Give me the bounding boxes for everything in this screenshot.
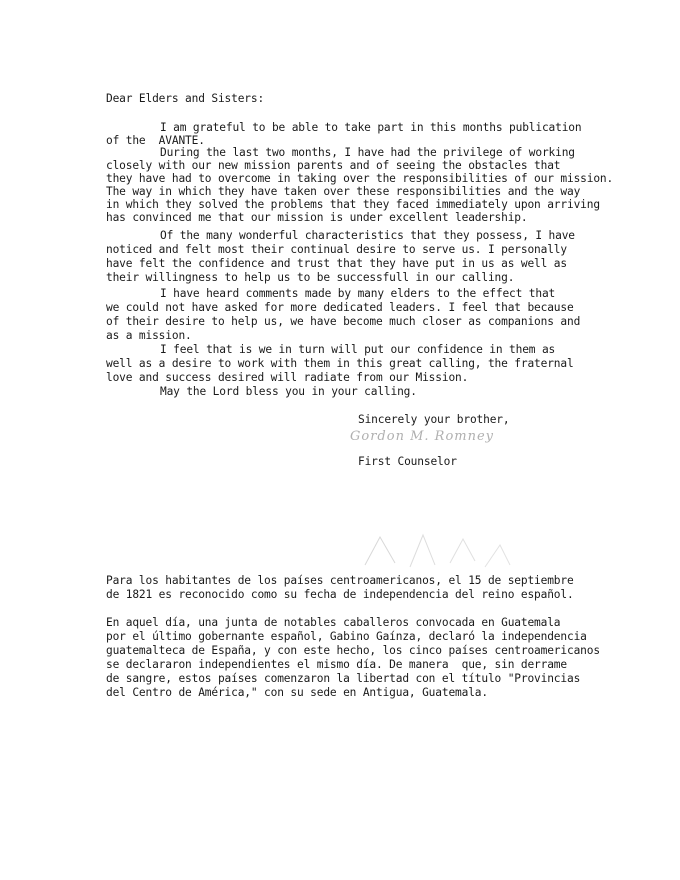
letter-line: of the AVANTE. — [106, 134, 205, 147]
letter-line: closely with our new mission parents and of seeing the obstacles that — [106, 159, 561, 172]
letter-line: During the last two months, I have had the privilege of working — [160, 146, 575, 159]
spanish-line: de 1821 es reconocido como su fecha de independencia del reino español. — [106, 588, 574, 601]
signature-script: Gordon M. Romney — [350, 429, 495, 444]
letter-line: The way in which they have taken over these responsibilities and the way — [106, 185, 581, 198]
letter-line: in which they solved the problems that they faced immediately upon arriving — [106, 198, 600, 211]
blessing-line: May the Lord bless you in your calling. — [160, 385, 417, 398]
spanish-line: se declararon independientes el mismo día. De manera que, sin derrame — [106, 658, 567, 671]
letter-line: have felt the confidence and trust that they have put in us as well as — [106, 257, 567, 270]
letter-line: love and success desired will radiate from our Mission. — [106, 371, 469, 384]
letter-line: of their desire to help us, we have become much closer as companions and — [106, 315, 581, 328]
spanish-line: por el último gobernante español, Gabino Gaínza, declaró la independencia — [106, 630, 587, 643]
spanish-line: Para los habitantes de los países centroamericanos, el 15 de septiembre — [106, 574, 574, 587]
spanish-line: En aquel día, una junta de notables caballeros convocada en Guatemala — [106, 616, 561, 629]
handwritten-signature — [350, 427, 500, 453]
spanish-line: de sangre, estos países comenzaron la libertad con el título "Provincias — [106, 672, 581, 685]
letter-line: well as a desire to work with them in this great calling, the fraternal — [106, 357, 574, 370]
letter-line: as a mission. — [106, 329, 192, 342]
signer-title: First Counselor — [358, 455, 457, 468]
letter-line: has convinced me that our mission is under excellent leadership. — [106, 211, 528, 224]
letter-line: I feel that is we in turn will put our confidence in them as — [160, 343, 556, 356]
letter-line: they have had to overcome in taking over the responsibilities of our mission. — [106, 172, 614, 185]
letter-line: I am grateful to be able to take part in this months publication — [160, 121, 582, 134]
letter-line: Of the many wonderful characteristics that they possess, I have — [160, 229, 575, 242]
salutation: Dear Elders and Sisters: — [106, 92, 265, 105]
letter-line: we could not have asked for more dedicated leaders. I feel that because — [106, 301, 574, 314]
letter-line: their willingness to help us to be successfull in our calling. — [106, 271, 515, 284]
closing: Sincerely your brother, — [358, 413, 510, 426]
letter-line: noticed and felt most their continual desire to serve us. I personally — [106, 243, 567, 256]
letter-line: I have heard comments made by many elders to the effect that — [160, 287, 556, 300]
spanish-line: del Centro de América," con su sede en Antigua, Guatemala. — [106, 686, 488, 699]
spanish-line: guatemalteca de España, y con este hecho, los cinco países centroamericanos — [106, 644, 600, 657]
